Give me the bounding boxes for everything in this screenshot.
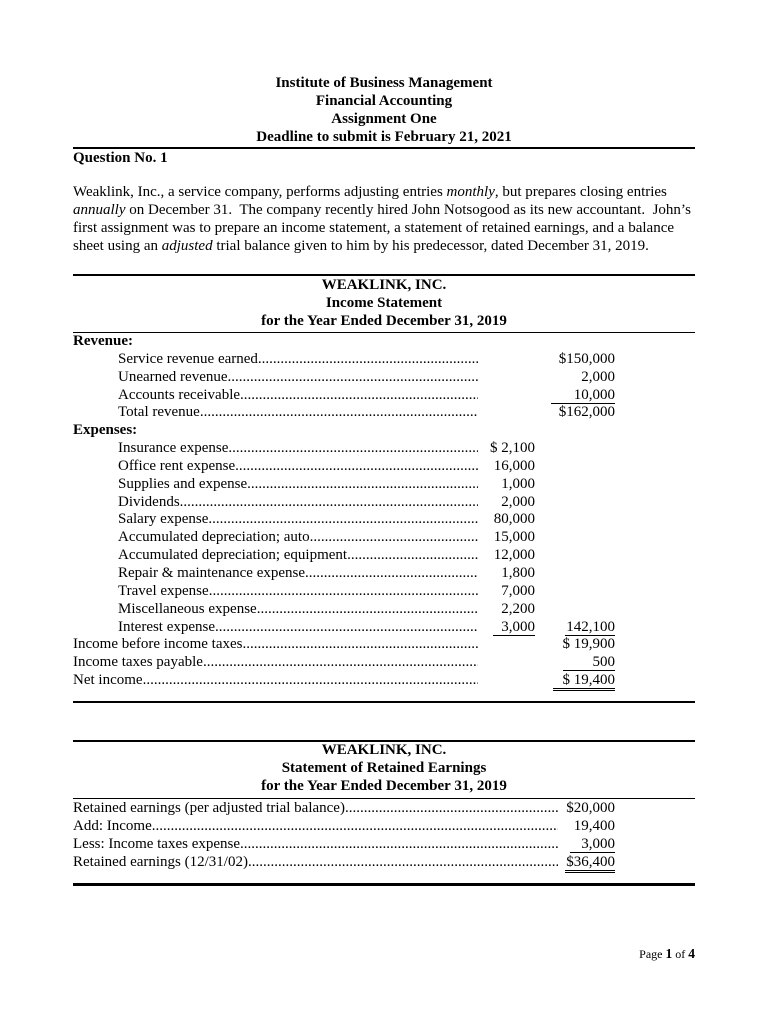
revenue-item-amount: 10,000 (551, 388, 615, 404)
total-revenue-row (73, 404, 695, 422)
expense-item-label: Insurance expense ..... (118, 440, 478, 456)
expense-item-amount: 15,000 (493, 529, 535, 546)
revenue-item-amount: 2,000 (581, 368, 615, 385)
emphasis-text: annually (73, 201, 126, 218)
company-name: WEAKLINK, INC. (321, 277, 447, 293)
emphasis-text: adjusted (161, 237, 213, 254)
expense-item-amount: 3,000 (493, 620, 535, 636)
expense-item-label: Salary expense ..... (118, 511, 478, 527)
expense-item-amount: 80,000 (493, 511, 535, 528)
expenses-heading-row (73, 422, 695, 440)
paragraph-line (73, 202, 695, 220)
paragraph-text: trial balance given to him by his predecessor, dated December 31, 2019. (212, 237, 649, 254)
retained-earnings-body (73, 800, 695, 871)
expense-item-label: Supplies and expense ..... (118, 476, 478, 492)
income-before-taxes-label: Income before income taxes ..... (73, 636, 478, 652)
statement-title: Income Statement (325, 294, 443, 311)
expense-item-label-cell (73, 583, 478, 601)
income-before-taxes-row (73, 636, 695, 654)
expense-item-amount: 1,800 (501, 564, 535, 581)
institution-name: Institute of Business Management (275, 75, 493, 91)
retained-earnings-label-cell (73, 800, 558, 818)
retained-earnings-header (73, 742, 695, 796)
expense-item-row (73, 476, 695, 494)
header-rule (73, 147, 695, 149)
paragraph-line (73, 184, 695, 202)
expense-item-amount: 2,200 (501, 600, 535, 617)
retained-earnings-row (73, 836, 695, 854)
expense-item-amount: $ 2,100 (490, 440, 535, 457)
expense-item-label: Travel expense ..... (118, 583, 478, 599)
expense-item-amount: 16,000 (493, 457, 535, 474)
retained-earnings-label-cell (73, 818, 558, 836)
retained-earnings-amount: 3,000 (570, 837, 615, 853)
assignment-title: Assignment One (331, 110, 437, 127)
expense-item-amount: 7,000 (501, 582, 535, 599)
page-number: 1 (665, 946, 673, 961)
expense-item-label-cell (73, 458, 478, 476)
company-name: WEAKLINK, INC. (321, 742, 447, 758)
expense-item-label: Dividends ..... (118, 494, 478, 510)
page-footer (639, 945, 695, 963)
expense-item-row (73, 529, 695, 547)
expense-item-row (73, 494, 695, 512)
total-revenue-label: Total revenue ..... (118, 404, 478, 420)
revenue-heading-row (73, 333, 695, 351)
net-income-label: Net income ..... (73, 672, 478, 688)
net-income-amount: $ 19,400 (553, 673, 615, 691)
retained-earnings-label: Less: Income taxes expense ..... (73, 836, 558, 852)
deadline-text: Deadline to submit is February 21, 2021 (256, 128, 512, 145)
retained-earnings-row (73, 800, 695, 818)
revenue-item-label-cell (73, 369, 478, 387)
paragraph-text: on December 31. The company recently hired John Notsogood as its new accountant. John’s (125, 201, 691, 218)
expense-item-row (73, 565, 695, 583)
retained-earnings-bottom-rule (73, 883, 695, 886)
retained-earnings-amount-cell (558, 854, 615, 872)
revenue-item-row (73, 351, 695, 369)
expense-item-label-cell (73, 494, 478, 512)
income-statement-top-rule (73, 274, 695, 276)
revenue-item-label-cell (73, 351, 478, 369)
expense-item-label: Office rent expense ..... (118, 458, 478, 474)
paragraph-text: , but prepares closing entries (494, 184, 667, 200)
revenue-item-row (73, 387, 695, 405)
statement-period: for the Year Ended December 31, 2019 (261, 777, 507, 794)
expense-item-row (73, 619, 695, 637)
expense-item-label-cell (73, 601, 478, 619)
expense-item-amount-cell (478, 619, 535, 637)
revenue-item-label: Service revenue earned ..... (118, 351, 478, 367)
paragraph-text: Weaklink, Inc., a service company, performs adjusting entries (73, 184, 447, 200)
expense-item-label: Accumulated depreciation; equipment ..... (118, 547, 478, 563)
retained-earnings-label-cell (73, 836, 558, 854)
expense-item-label: Interest expense ..... (118, 619, 478, 635)
expense-item-amount: 12,000 (493, 547, 535, 564)
page-total: 4 (688, 946, 695, 961)
paragraph-text: first assignment was to prepare an income statement, a statement of retained earnings, and a balance (73, 219, 675, 236)
total-expenses-cell (535, 619, 615, 637)
retained-earnings-row (73, 854, 695, 872)
income-before-taxes-amount: $ 19,900 (562, 636, 615, 653)
expense-item-label-cell (73, 529, 478, 547)
income-taxes-amount: 500 (563, 655, 615, 671)
page-label: Page (639, 947, 663, 961)
net-income-amount-cell (535, 672, 615, 690)
income-statement-body (73, 333, 695, 690)
paragraph-line (73, 220, 695, 238)
revenue-item-label: Accounts receivable ..... (118, 387, 478, 403)
retained-earnings-row (73, 818, 695, 836)
statement-period: for the Year Ended December 31, 2019 (261, 312, 507, 329)
retained-earnings-label: Add: Income ..... (73, 818, 558, 834)
expense-item-amount: 2,000 (501, 493, 535, 510)
document-header (73, 75, 695, 146)
income-statement-bottom-rule (73, 701, 695, 703)
question-title: Question No. 1 (73, 150, 168, 166)
paragraph-text: sheet using an (73, 237, 162, 254)
expense-item-label-cell (73, 511, 478, 529)
revenue-item-row (73, 369, 695, 387)
expense-item-row (73, 547, 695, 565)
expense-item-row (73, 583, 695, 601)
net-income-row (73, 672, 695, 690)
expense-item-row (73, 601, 695, 619)
course-name: Financial Accounting (315, 92, 453, 109)
revenue-item-label-cell (73, 387, 478, 405)
expense-item-label-cell (73, 565, 478, 583)
retained-earnings-label-cell (73, 854, 558, 872)
expense-item-label-cell (73, 547, 478, 565)
expense-item-label: Miscellaneous expense ..... (118, 601, 478, 617)
expense-item-label: Repair & maintenance expense ..... (118, 565, 478, 581)
income-statement-header (73, 277, 695, 331)
income-taxes-label-cell (73, 654, 478, 672)
retained-earnings-amount-cell (558, 836, 615, 854)
revenue-item-amount-cell (535, 387, 615, 405)
total-expenses-amount: 142,100 (566, 618, 615, 635)
expenses-heading: Expenses: (73, 422, 138, 439)
emphasis-text: monthly (446, 184, 495, 200)
expense-item-row (73, 458, 695, 476)
expense-item-amount: 1,000 (501, 475, 535, 492)
revenue-item-amount: $150,000 (558, 350, 615, 367)
statement-title: Statement of Retained Earnings (281, 759, 487, 776)
page-of-label: of (675, 947, 686, 961)
expense-item-label-cell (73, 619, 478, 637)
retained-earnings-label: Retained earnings (per adjusted trial balance) ..... (73, 800, 558, 816)
expense-item-label: Accumulated depreciation; auto ..... (118, 529, 478, 545)
revenue-item-label: Unearned revenue ..... (118, 369, 478, 385)
retained-earnings-amount: 19,400 (573, 817, 615, 834)
total-revenue-label-cell (73, 404, 478, 422)
question-paragraph (73, 184, 695, 255)
retained-earnings-header-rule (73, 798, 695, 799)
retained-earnings-amount: $36,400 (565, 855, 615, 873)
income-taxes-amount-cell (535, 654, 615, 672)
total-revenue-amount: $162,000 (558, 404, 615, 421)
expense-item-row (73, 440, 695, 458)
net-income-label-cell (73, 672, 478, 690)
expense-item-label-cell (73, 440, 478, 458)
expense-item-row (73, 511, 695, 529)
retained-earnings-label: Retained earnings (12/31/02) ..... (73, 854, 558, 870)
expense-item-label-cell (73, 476, 478, 494)
income-taxes-row (73, 654, 695, 672)
income-before-taxes-label-cell (73, 636, 478, 654)
retained-earnings-amount: $20,000 (566, 800, 615, 816)
income-taxes-label: Income taxes payable ..... (73, 654, 478, 670)
revenue-heading: Revenue: (73, 333, 133, 349)
paragraph-line (73, 238, 695, 256)
